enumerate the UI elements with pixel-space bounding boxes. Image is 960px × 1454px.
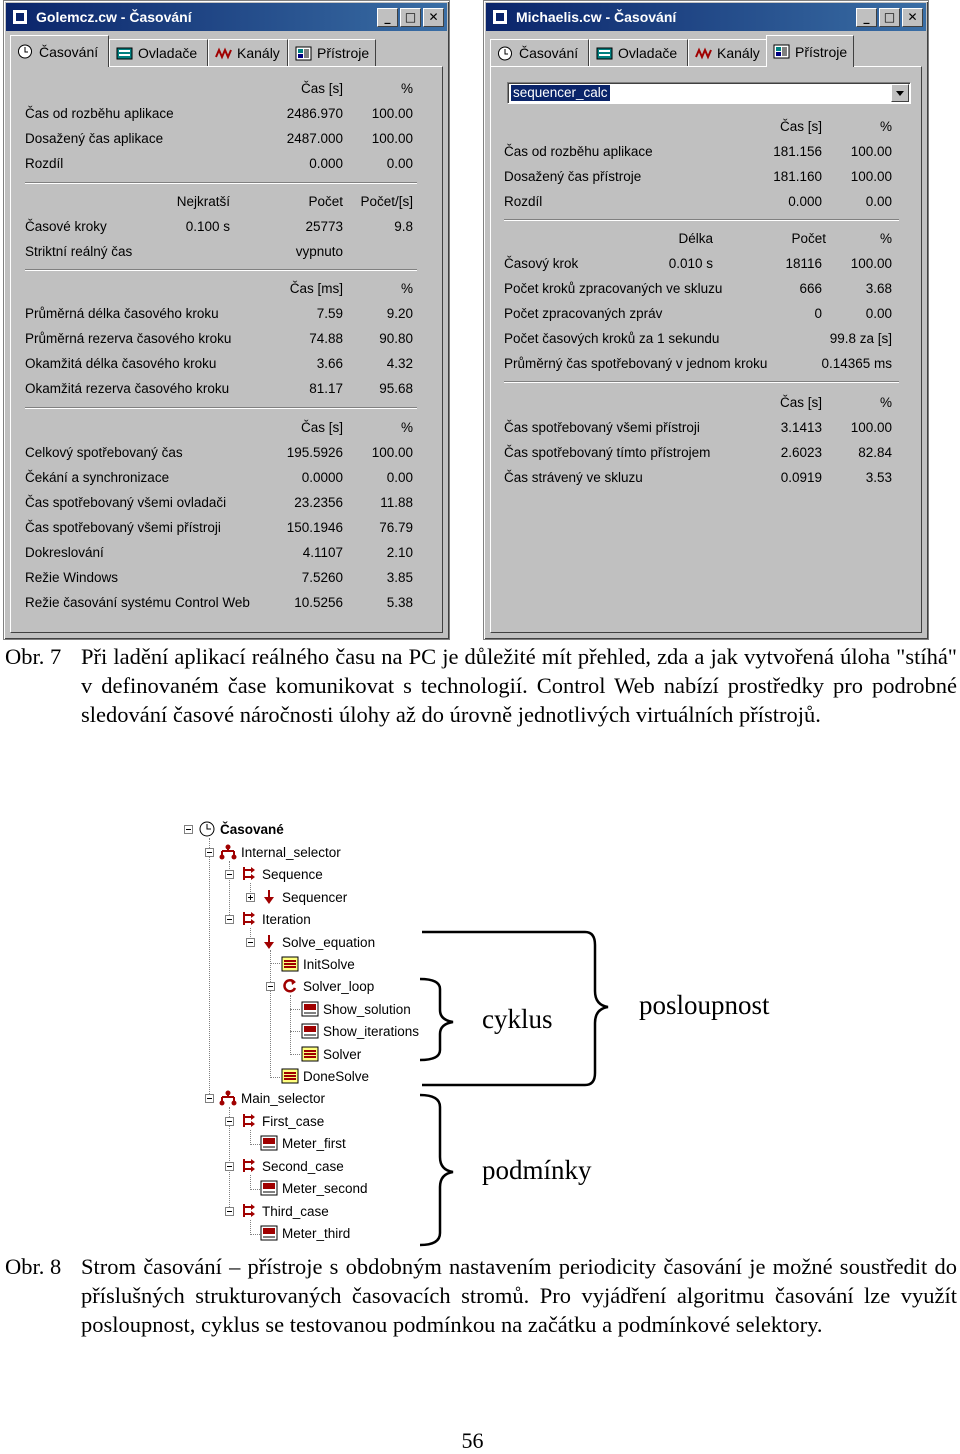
row-label: Počet kroků zpracovaných ve skluzu [504, 281, 723, 296]
tab-label: Přístroje [795, 43, 848, 60]
tree-node-label: Solver [323, 1046, 362, 1062]
caption-text: Strom časování – přístroje s obdobným nastavením periodicity časování je možné soustředit do příslušných strukturovaných časovacích stromů. Pro vyjádření algoritmu časování lze využít posloupnost, cyklus se testovanou podmínkou na začátku a podmínkové selektory. [81, 1254, 957, 1337]
maximize-button[interactable]: □ [400, 8, 421, 27]
col-header-percent: % [879, 231, 892, 246]
arrow-icon [260, 889, 278, 905]
col-header-count: Počet [308, 194, 343, 209]
tree-node-label: Second_case [262, 1158, 344, 1174]
tree-node-label: Third_case [262, 1203, 329, 1219]
tree-node-root[interactable] [198, 820, 284, 838]
tree-node-sequence[interactable] [240, 1112, 324, 1130]
separator [25, 182, 417, 184]
annotation-podminky: podmínky [482, 1155, 592, 1185]
row-label: Dosažený čas přístroje [504, 169, 642, 184]
row-value: 7.5260 [301, 570, 343, 585]
row-percent: 0.00 [386, 470, 413, 485]
row-label: Celkový spotřebovaný čas [25, 445, 183, 460]
row-percent: 0.00 [865, 306, 892, 321]
row-label: Časový krok [504, 256, 579, 271]
clock-icon [17, 44, 34, 59]
row-percent: 82.84 [858, 445, 892, 460]
row-value: 0.000 [788, 194, 822, 209]
row-label: Režie časování systému Control Web [25, 595, 250, 610]
row-value: 181.160 [773, 169, 822, 184]
row-percent: 100.00 [850, 256, 892, 271]
collapse-toggle[interactable] [225, 1207, 234, 1216]
row-label: Průměrný čas spotřebovaný v jednom kroku [504, 356, 768, 371]
collapse-toggle[interactable] [246, 938, 255, 947]
row-value: 3.1413 [780, 420, 822, 435]
sequence-icon [240, 911, 258, 927]
tab-label: Ovladače [138, 45, 198, 61]
app-icon [492, 9, 508, 25]
row-value: 81.17 [309, 381, 343, 396]
tab-casovani[interactable] [10, 35, 109, 67]
row-label: Dokreslování [25, 545, 104, 560]
tab-ovladace[interactable] [109, 39, 208, 66]
app-icon [12, 9, 28, 25]
row-percent: 9.20 [386, 306, 413, 321]
col-header-percent: % [879, 395, 892, 410]
row-value: 7.59 [316, 306, 343, 321]
timing-window-michaelis [483, 0, 929, 640]
col-header-percent: % [400, 281, 413, 296]
tree-line [250, 1130, 251, 1145]
row-percent: 3.68 [865, 281, 892, 296]
tree-node-sequence[interactable] [240, 910, 311, 928]
row-percent: 2.10 [386, 545, 413, 560]
col-header-length: Délka [678, 231, 713, 246]
row-label: Čas od rozběhu aplikace [504, 144, 653, 159]
tree-node-arrow[interactable] [260, 933, 375, 951]
row-value: 2486.970 [286, 106, 343, 121]
collapse-toggle[interactable] [225, 1117, 234, 1126]
timing-window-golemcz [3, 0, 450, 640]
row-value: 4.1107 [302, 545, 343, 560]
tab-strip [490, 35, 922, 67]
tree-line [270, 1077, 280, 1078]
page-number: 56 [461, 1428, 484, 1453]
clock-icon [497, 46, 514, 61]
tree-node-label: First_case [262, 1113, 325, 1129]
row-value: 23.2356 [294, 495, 343, 510]
display-icon [260, 1135, 278, 1151]
row-label: Rozdíl [25, 156, 64, 171]
tree-node-label: Show_iterations [323, 1023, 420, 1039]
row-label: Čas spotřebovaný tímto přístrojem [504, 445, 711, 460]
display-icon [301, 1001, 319, 1017]
brace-cyklus [420, 979, 453, 1060]
sequence-icon [240, 1113, 258, 1129]
row-value: 99.8 za [s] [829, 331, 892, 346]
tree-line [270, 950, 271, 1078]
row-label: Dosažený čas aplikace [25, 131, 164, 146]
tree-node-selector[interactable] [219, 843, 341, 861]
row-label: Okamžitá délka časového kroku [25, 356, 217, 371]
row-count: 18116 [785, 256, 822, 271]
tree-line [290, 1009, 300, 1010]
row-value: vypnuto [295, 244, 343, 259]
tab-label: Přístroje [317, 45, 370, 61]
tab-label: Časování [519, 45, 579, 61]
row-value: 150.1946 [286, 520, 343, 535]
col-header-percent: % [879, 119, 892, 134]
row-percent: 100.00 [371, 131, 413, 146]
row-count: 666 [799, 281, 822, 296]
separator [504, 381, 899, 383]
tab-label: Ovladače [618, 45, 678, 61]
caption-text: Při ladění aplikací reálného času na PC je důležité mít přehled, zda a jak vytvořená úloha "stíhá" v definovaném čase komunikovat s technologií. Control Web nabízí prostředky pro podrobné sledování časové náročnosti úlohy až do úrovně jednotlivých virtuálních přístrojů. [81, 644, 957, 727]
tree-node-label: Meter_third [282, 1225, 351, 1241]
row-shortest: 0.100 s [185, 219, 230, 234]
figure-8-caption [5, 1252, 957, 1339]
sequence-icon [240, 1158, 258, 1174]
row-value: 10.5256 [294, 595, 343, 610]
tree-node-sequence[interactable] [240, 1202, 329, 1220]
row-percent: 95.68 [379, 381, 413, 396]
close-button[interactable]: ✕ [902, 8, 923, 27]
row-value: 181.156 [773, 144, 822, 159]
col-header-time-ms: Čas [ms] [289, 281, 343, 296]
tree-node-label: Časované [220, 821, 284, 837]
row-length: 0.010 s [668, 256, 713, 271]
row-count: 0 [814, 306, 822, 321]
instruments-icon [773, 44, 790, 59]
col-header-shortest: Nejkratší [176, 194, 230, 209]
selector-icon [219, 844, 237, 860]
row-value: 0.000 [309, 156, 343, 171]
row-percent: 100.00 [850, 420, 892, 435]
row-percent: 100.00 [371, 445, 413, 460]
tree-node-label: Sequencer [282, 889, 348, 905]
row-label: Průměrná délka časového kroku [25, 306, 219, 321]
row-label: Průměrná rezerva časového kroku [25, 331, 232, 346]
tree-node-arrow[interactable] [260, 888, 347, 906]
tab-casovani[interactable] [490, 39, 589, 66]
tree-line [290, 995, 291, 1055]
tree-node-selector[interactable] [219, 1089, 325, 1107]
collapse-toggle[interactable] [225, 915, 234, 924]
collapse-toggle[interactable] [225, 1162, 234, 1171]
sequence-icon [240, 1203, 258, 1219]
col-header-percent: % [400, 81, 413, 96]
row-value: 195.5926 [286, 445, 343, 460]
tree-line [290, 1031, 300, 1032]
col-header-time: Čas [s] [779, 395, 822, 410]
row-value: 0.0919 [780, 470, 822, 485]
title-bar[interactable] [486, 3, 926, 31]
tab-label: Kanály [237, 45, 280, 61]
collapse-toggle[interactable] [225, 870, 234, 879]
annotation-posloupnost: posloupnost [639, 990, 770, 1020]
tree-node-label: Sequence [262, 866, 323, 882]
meter-icon [281, 956, 299, 972]
tree-node-label: Iteration [262, 911, 311, 927]
tree-node-label: Solver_loop [303, 978, 375, 994]
figure-label: Obr. 8 [5, 1254, 62, 1279]
separator [504, 219, 899, 221]
row-percent: 0.00 [865, 194, 892, 209]
maximize-button[interactable]: □ [879, 8, 900, 27]
tree-node-instrument[interactable] [301, 1045, 361, 1063]
row-label: Režie Windows [25, 570, 119, 585]
row-percent: 90.80 [379, 331, 413, 346]
tab-ovladace[interactable] [589, 39, 688, 66]
tree-node-instrument[interactable] [281, 955, 355, 973]
col-header-count: Počet [791, 231, 826, 246]
row-count: 25773 [305, 219, 343, 234]
figure-7-caption [5, 642, 957, 729]
col-header-time: Čas [s] [300, 81, 343, 96]
tab-pristroje[interactable] [766, 35, 854, 67]
row-label: Rozdíl [504, 194, 543, 209]
row-label: Okamžitá rezerva časového kroku [25, 381, 230, 396]
row-percent: 100.00 [850, 169, 892, 184]
separator [25, 407, 417, 409]
collapse-toggle[interactable] [205, 848, 214, 857]
tree-line [250, 1175, 251, 1190]
tab-label: Časování [39, 43, 99, 60]
tree-line [250, 1220, 251, 1235]
row-label: Čas od rozběhu aplikace [25, 106, 174, 121]
loop-icon [281, 978, 299, 994]
row-percent: 0.00 [386, 156, 413, 171]
instrument-select-value: sequencer_calc [513, 85, 608, 100]
row-count-per-s: 9.8 [394, 219, 413, 234]
brace-podminky [420, 1095, 453, 1245]
col-header-percent: % [400, 420, 413, 435]
tab-kanaly[interactable] [208, 39, 288, 66]
collapse-toggle[interactable] [184, 825, 193, 834]
meter-icon [281, 1068, 299, 1084]
display-icon [301, 1023, 319, 1039]
row-value: 3.66 [316, 356, 343, 371]
window-title: Golemcz.cw - Časování [36, 9, 192, 25]
tree-line [209, 838, 210, 1100]
row-percent: 3.53 [865, 470, 892, 485]
tree-line [290, 1054, 300, 1055]
minimize-button[interactable]: _ [856, 8, 877, 27]
row-value: 74.88 [309, 331, 343, 346]
tree-node-sequence[interactable] [240, 865, 323, 883]
row-label: Počet zpracovaných zpráv [504, 306, 663, 321]
tree-node-instrument[interactable] [301, 1000, 411, 1018]
annotation-cyklus: cyklus [482, 1004, 553, 1034]
tree-line [250, 1144, 260, 1145]
col-header-time: Čas [s] [779, 119, 822, 134]
display-icon [260, 1225, 278, 1241]
row-percent: 5.38 [386, 595, 413, 610]
tree-node-instrument[interactable] [301, 1022, 419, 1040]
tree-node-label: Meter_second [282, 1180, 368, 1196]
tree-node-instrument[interactable] [260, 1179, 368, 1197]
tree-line [270, 963, 280, 964]
tab-strip [10, 35, 443, 67]
tree-node-label: Show_solution [323, 1001, 411, 1017]
channels-icon [695, 46, 712, 61]
instrument-select[interactable] [507, 82, 911, 104]
timing-panel [10, 66, 443, 633]
driver-icon [116, 46, 133, 61]
row-label: Čas strávený ve skluzu [504, 470, 643, 485]
display-icon [260, 1180, 278, 1196]
row-percent: 4.32 [386, 356, 413, 371]
tab-label: Kanály [717, 45, 760, 61]
row-value: 0.14365 ms [821, 356, 892, 371]
row-label: Čas spotřebovaný všemi přístroji [25, 520, 221, 535]
row-label: Čas spotřebovaný všemi přístroji [504, 420, 700, 435]
row-label: Časové kroky [25, 219, 107, 234]
tree-node-label: Meter_first [282, 1135, 346, 1151]
tree-node-label: Internal_selector [241, 844, 341, 860]
tree-node-label: Main_selector [241, 1090, 326, 1106]
sequence-icon [240, 866, 258, 882]
tree-line [250, 1189, 260, 1190]
title-bar[interactable] [6, 3, 447, 31]
tree-node-label: InitSolve [303, 956, 355, 972]
arrow-icon [260, 934, 278, 950]
row-percent: 100.00 [371, 106, 413, 121]
window-title: Michaelis.cw - Časování [516, 9, 677, 25]
separator [25, 269, 417, 271]
row-value: 0.0000 [301, 470, 343, 485]
tab-pristroje[interactable] [288, 39, 376, 66]
timing-panel [490, 66, 922, 633]
tree-line [250, 1234, 260, 1235]
row-percent: 3.85 [386, 570, 413, 585]
row-label: Striktní reálný čas [25, 244, 133, 259]
tree-node-loop[interactable] [281, 977, 374, 995]
collapse-toggle[interactable] [266, 982, 275, 991]
row-value: 2.6023 [780, 445, 822, 460]
channels-icon [215, 46, 232, 61]
collapse-toggle[interactable] [205, 1094, 214, 1103]
figure-label: Obr. 7 [5, 644, 62, 669]
row-label: Čekání a synchronizace [25, 470, 170, 485]
tree-node-sequence[interactable] [240, 1157, 344, 1175]
tree-annotation-braces [410, 925, 610, 1250]
tree-node-instrument[interactable] [260, 1134, 346, 1152]
selector-icon [219, 1090, 237, 1106]
col-header-time: Čas [s] [300, 420, 343, 435]
row-percent: 11.88 [380, 495, 413, 510]
col-header-count-per-s: Počet/[s] [360, 194, 413, 209]
row-label: Počet časových kroků za 1 sekundu [504, 331, 720, 346]
tree-node-instrument[interactable] [260, 1224, 350, 1242]
tab-kanaly[interactable] [688, 39, 768, 66]
instruments-icon [295, 46, 312, 61]
chevron-down-icon[interactable] [891, 84, 909, 102]
tree-node-label: DoneSolve [303, 1068, 370, 1084]
row-label: Čas spotřebovaný všemi ovladači [25, 495, 227, 510]
minimize-button[interactable]: _ [377, 8, 398, 27]
row-percent: 76.79 [379, 520, 413, 535]
row-value: 2487.000 [286, 131, 343, 146]
driver-icon [596, 46, 613, 61]
expand-toggle[interactable] [246, 893, 255, 902]
row-percent: 100.00 [850, 144, 892, 159]
tree-node-instrument[interactable] [281, 1067, 369, 1085]
tree-node-label: Solve_equation [282, 934, 376, 950]
close-button[interactable]: ✕ [423, 8, 444, 27]
clock-icon [198, 821, 216, 837]
meter-icon [301, 1046, 319, 1062]
